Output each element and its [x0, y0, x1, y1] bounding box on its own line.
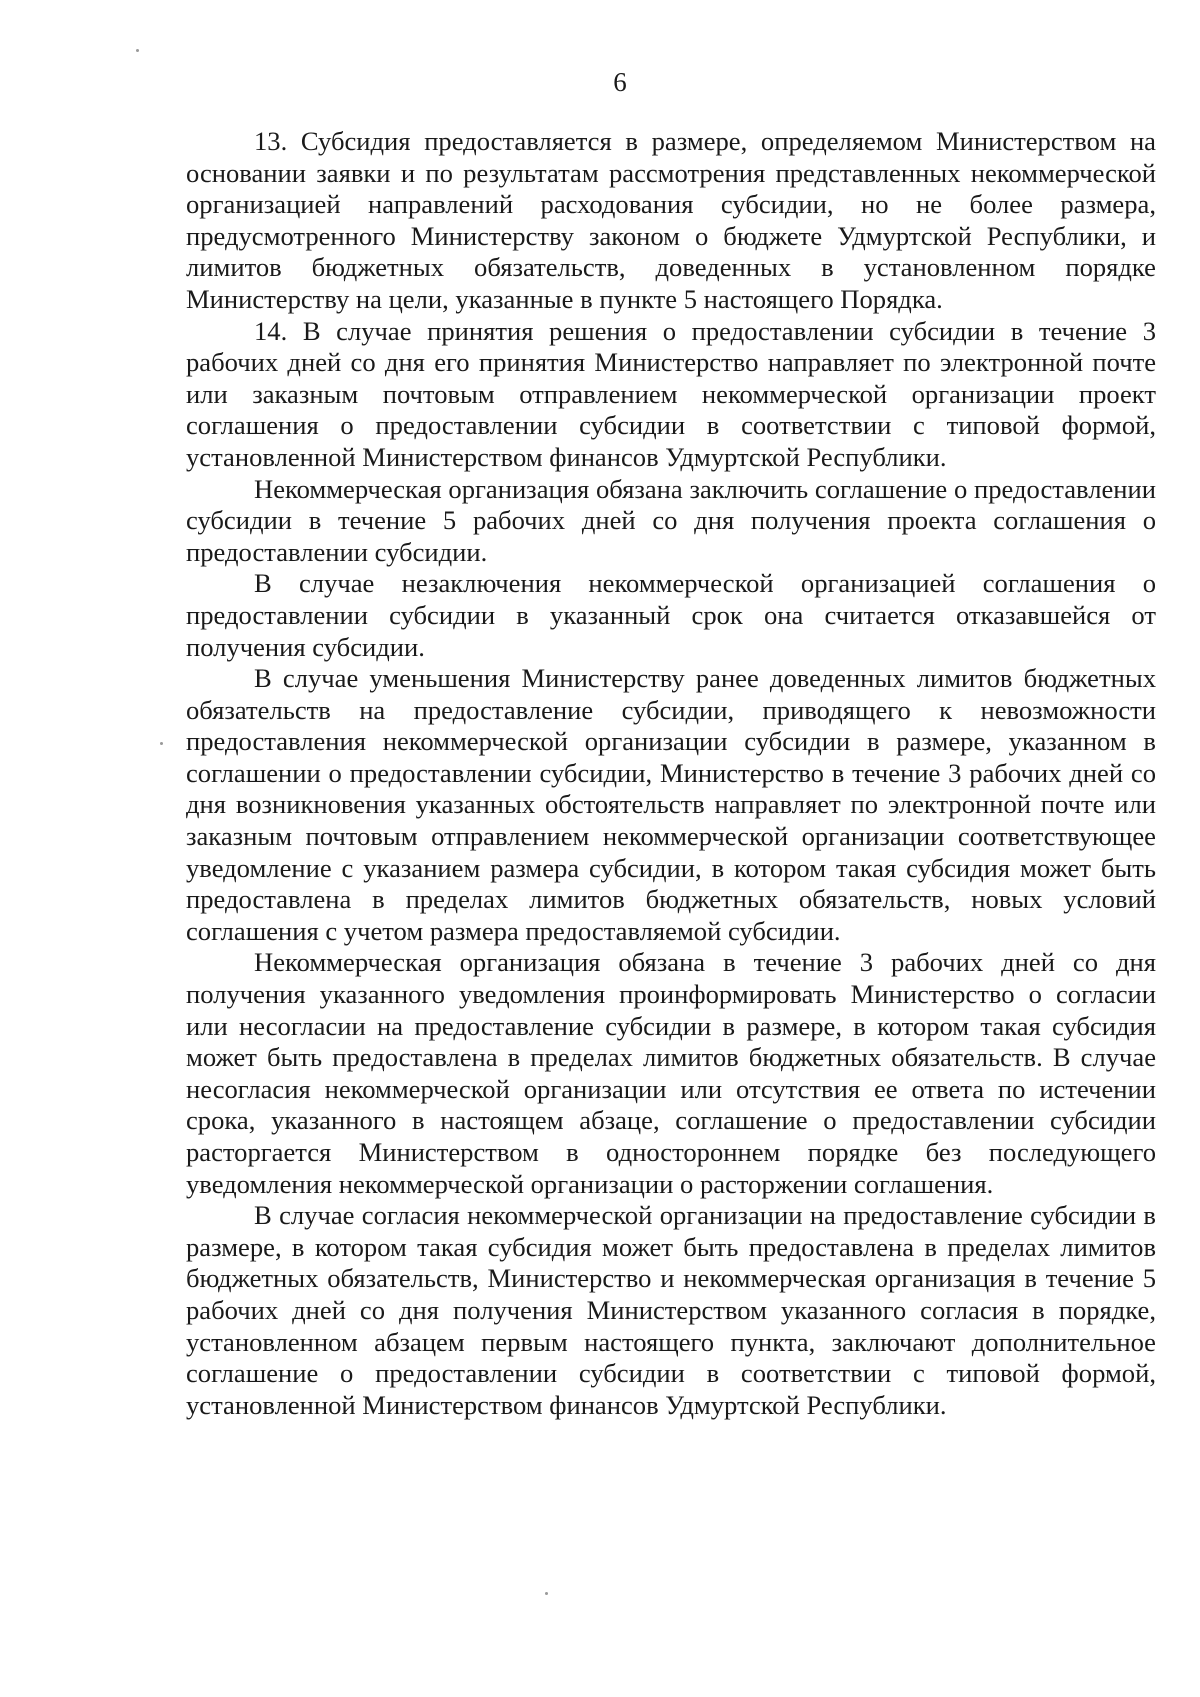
- paragraph-13: 13. Субсидия предоставляется в размере, определяемом Министерством на основании заявки и по результатам рассмотрения представленных некоммерческой организацией направлений расходования субсидии, но не более размера, предусмотренного Министерству законом о бюджете Удмуртской Республики, и лимитов бюджетных обязательств, доведенных в установленном порядке Министерству на цели, указанные в пункте 5 настоящего Порядка.: [186, 126, 1156, 314]
- scan-speck: [545, 1592, 548, 1595]
- paragraph-14: 14. В случае принятия решения о предоставлении субсидии в течение 3 рабочих дней со дня его принятия Министерство направляет по электронной почте или заказным почтовым отправлением некоммерческой организации проект соглашения о предоставлении субсидии в соответствии с типовой формой, установленной Министерством финансов Удмуртской Республики.: [186, 315, 1156, 472]
- paragraph-obligation-to-sign: Некоммерческая организация обязана заключить соглашение о предоставлении субсидии в течение 5 рабочих дней со дня получения проекта соглашения о предоставлении субсидии.: [186, 473, 1156, 567]
- paragraph-refusal: В случае незаключения некоммерческой организацией соглашения о предоставлении субсидии в указанный срок она считается отказавшейся от получения субсидии.: [186, 568, 1156, 662]
- page-number: 6: [613, 67, 627, 97]
- document-body: [186, 126, 1156, 1421]
- paragraph-limits-reduction: В случае уменьшения Министерству ранее доведенных лимитов бюджетных обязательств на предоставление субсидии, приводящего к невозможности предоставления некоммерческой организации субсидии в размере, указанном в соглашении о предоставлении субсидии, Министерство в течение 3 рабочих дней со дня возникновения указанных обстоятельств направляет по электронной почте или заказным почтовым отправлением некоммерческой организации соответствующее уведомление с указанием размера субсидии, в котором такая субсидия может быть предоставлена в пределах лимитов бюджетных обязательств, новых условий соглашения с учетом размера предоставляемой субсидии.: [186, 663, 1156, 946]
- scan-speck: [136, 49, 139, 52]
- scan-speck: [160, 742, 163, 745]
- paragraph-additional-agreement: В случае согласия некоммерческой организации на предоставление субсидии в размере, в котором такая субсидия может быть предоставлена в пределах лимитов бюджетных обязательств, Министерство и некоммерческая организация в течение 5 рабочих дней со дня получения Министерством указанного согласия в порядке, установленном абзацем первым настоящего пункта, заключают дополнительное соглашение о предоставлении субсидии в соответствии с типовой формой, установленной Министерством финансов Удмуртской Республики.: [186, 1200, 1156, 1420]
- paragraph-notification-response: Некоммерческая организация обязана в течение 3 рабочих дней со дня получения указанного уведомления проинформировать Министерство о согласии или несогласии на предоставление субсидии в размере, в котором такая субсидия может быть предоставлена в пределах лимитов бюджетных обязательств. В случае несогласия некоммерческой организации или отсутствия ее ответа по истечении срока, указанного в настоящем абзаце, соглашение о предоставлении субсидии расторгается Министерством в одностороннем порядке без последующего уведомления некоммерческой организации о расторжении соглашения.: [186, 947, 1156, 1199]
